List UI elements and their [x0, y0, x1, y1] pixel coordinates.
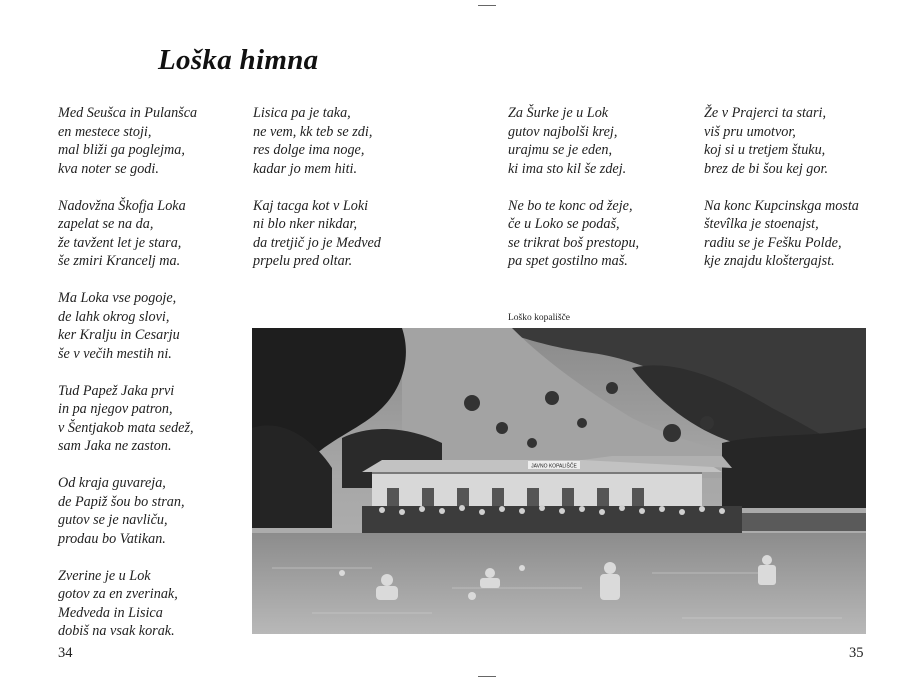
- verse-line: prpelu pred oltar.: [253, 253, 353, 269]
- page-title: Loška himna: [158, 44, 319, 76]
- verse-line: Lisica pa je taka,: [253, 105, 351, 121]
- verse-line: prodau bo Vatikan.: [58, 530, 166, 547]
- verse-line: gutov se je navliču,: [58, 512, 168, 528]
- stanza: [58, 289, 197, 363]
- verse-line: Zverine je u Lok: [58, 567, 151, 584]
- verse-line: sam Jaka ne zaston.: [58, 438, 172, 454]
- verse-line: kva noter se godi.: [58, 160, 159, 177]
- verse-line: gutov najbolši krej,: [508, 123, 618, 140]
- verse-line: koj si u tretjem štuku,: [704, 142, 826, 158]
- verse-line: se trikrat boš prestopu,: [508, 234, 640, 251]
- verse-line: ni blo nker nikdar,: [253, 216, 358, 232]
- verse-line: števîlka je stoenajst,: [704, 216, 819, 232]
- verse-line: še zmiri Krancelj ma.: [58, 253, 181, 269]
- verse-line: zapelat se na da,: [58, 216, 154, 232]
- verse-line: da tretjič jo je Medved: [253, 234, 381, 251]
- verse-line: Od kraja guvareja,: [58, 475, 166, 491]
- verse-line: radiu se je Fešku Polde,: [704, 234, 842, 251]
- verse-line: Nadovžna Škofja Loka: [58, 197, 186, 214]
- verse-line: dobiš na vsak korak.: [58, 623, 175, 639]
- stanza: [704, 104, 859, 178]
- verse-line: ne vem, kk teb se zdi,: [253, 123, 373, 140]
- verse-line: viš pru umotvor,: [704, 123, 796, 140]
- verse-line: urajmu se je eden,: [508, 142, 613, 158]
- crop-mark-top: [478, 5, 496, 6]
- stanza: [58, 382, 197, 456]
- verse-line: Ne bo te konc od žeje,: [508, 197, 633, 214]
- verse-line: ki ima sto kil še zdej.: [508, 160, 627, 177]
- swimming-pool-photo: [252, 328, 866, 634]
- stanza: [253, 197, 381, 271]
- verse-line: Tud Papež Jaka prvi: [58, 382, 175, 399]
- stanza: [58, 474, 197, 548]
- crop-mark-bottom: [478, 676, 496, 677]
- verse-line: Medveda in Lisica: [58, 604, 163, 621]
- stanza: [508, 197, 639, 271]
- verse-line: Že v Prajerci ta stari,: [704, 105, 827, 121]
- poem-column-2: [253, 104, 381, 289]
- stanza: [58, 567, 197, 641]
- verse-line: še v večih mestih ni.: [58, 345, 172, 362]
- stanza: [508, 104, 639, 178]
- verse-line: gotov za en zverinak,: [58, 586, 178, 602]
- verse-line: mal bliži ga poglejma,: [58, 142, 185, 158]
- verse-line: kje znajdu kloštergajst.: [704, 253, 835, 269]
- verse-line: de Papiž šou bo stran,: [58, 493, 185, 510]
- poem-column-4: [704, 104, 859, 289]
- verse-line: en mestece stoji,: [58, 123, 152, 140]
- verse-line: brez de bi šou kej gor.: [704, 160, 828, 177]
- page-number-right: 35: [849, 645, 864, 661]
- stanza: [704, 197, 859, 271]
- verse-line: že tavžent let je stara,: [58, 234, 182, 251]
- poem-column-1: [58, 104, 197, 659]
- verse-line: Za Šurke je u Lok: [508, 105, 609, 121]
- stanza: [58, 104, 197, 178]
- poem-column-3: [508, 104, 639, 289]
- verse-line: v Šentjakob mata sedež,: [58, 419, 194, 436]
- verse-line: ker Kralju in Cesarju: [58, 327, 180, 343]
- verse-line: pa spet gostilno maš.: [508, 253, 628, 269]
- verse-line: de lahk okrog slovi,: [58, 308, 170, 325]
- verse-line: Kaj tacga kot v Loki: [253, 197, 369, 214]
- photo-caption: Loško kopališče: [508, 313, 571, 323]
- stanza: [253, 104, 381, 178]
- page-number-left: 34: [58, 645, 73, 661]
- stanza: [58, 197, 197, 271]
- verse-line: Na konc Kupcinskga mosta: [704, 197, 859, 214]
- verse-line: če u Loko se podaš,: [508, 216, 620, 232]
- verse-line: Med Seušca in Pulanšca: [58, 105, 198, 121]
- verse-line: res dolge ima noge,: [253, 142, 365, 158]
- pool-sign-text: JAVNO KOPALIŠČE: [531, 463, 577, 470]
- verse-line: kadar jo mem hiti.: [253, 160, 358, 177]
- verse-line: Ma Loka vse pogoje,: [58, 290, 177, 306]
- verse-line: in pa njegov patron,: [58, 401, 173, 417]
